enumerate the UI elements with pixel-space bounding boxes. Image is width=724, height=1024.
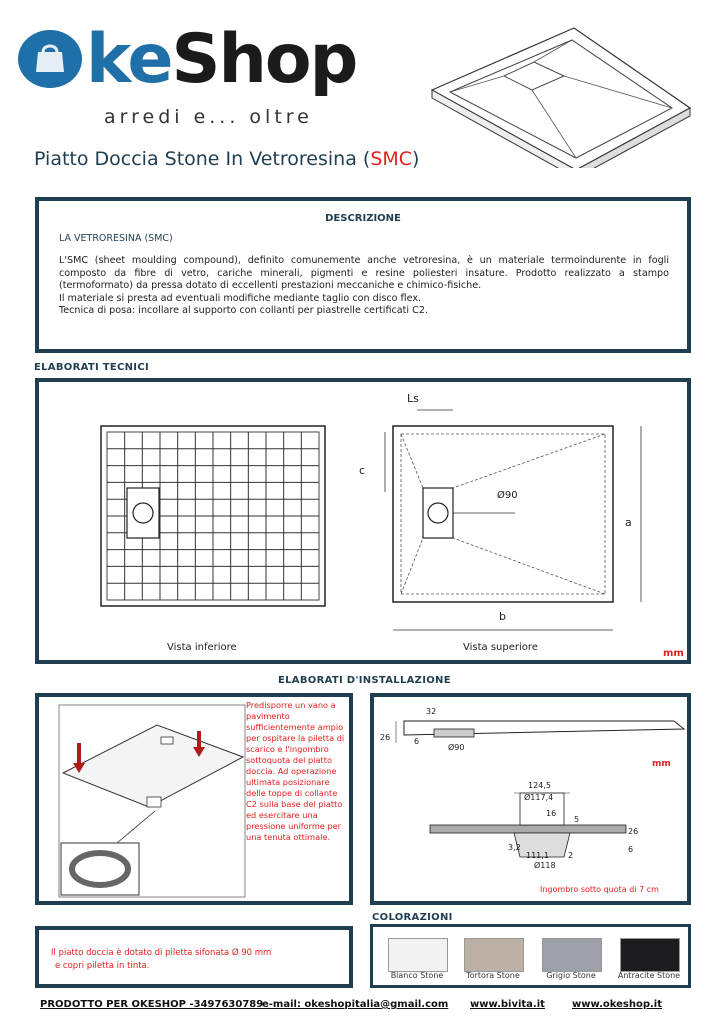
logo-tagline: arredi e... oltre xyxy=(104,106,313,128)
footer-email[interactable]: e-mail: okeshopitalia@gmail.com xyxy=(262,999,449,1010)
piletta-note-box xyxy=(35,926,353,988)
description-body: L'SMC (sheet moulding compound), definito comunemente anche vetroresina, è un materiale termoindurente in fogli composto da fibre di vetro, cariche minerali, pigmenti e resine poliesteri insature. Prodotto realizzato a stampo (termoformato) da pressa dotato di eccellenti prestazioni meccaniche e chimico-fisiche. Il materiale si presta ad eventuali modifiche mediante taglio con disco flex. Tecnica di posa: incollare al supporto con collanti per piastrelle certificati C2. xyxy=(59,255,669,317)
logo-bag-icon xyxy=(18,30,82,88)
installation-heading: ELABORATI D'INSTALLAZIONE xyxy=(278,675,451,686)
label-antracite: Antracite Stone xyxy=(617,971,681,980)
label-ls: Ls xyxy=(407,392,419,405)
label-bianco: Bianco Stone xyxy=(390,971,444,980)
logo-wordmark xyxy=(86,20,356,100)
diameter-label: Ø90 xyxy=(497,490,518,501)
ingombro-note: Ingombro sotto quota di 7 cm xyxy=(540,885,659,894)
swatch-tortora xyxy=(464,938,524,972)
installation-instructions: Predisporre un vano a pavimento sufficientemente ampio per ospitare la piletta di scarico e l'ingombro sottoquota del piatto doccia. Ad operazione ultimata posizionare delle toppe di collante C2 sulla base del piatto ed esercitare una pressione uniforme per una tenuta ottimale. xyxy=(246,700,345,842)
label-tortora: Tortora Stone xyxy=(466,971,520,980)
swatch-bianco xyxy=(388,938,448,972)
product-illustration xyxy=(424,18,694,168)
description-heading: DESCRIZIONE xyxy=(325,213,401,224)
footer-link-bivita[interactable]: www.bivita.it xyxy=(470,999,545,1010)
label-b: b xyxy=(499,610,506,623)
logo-ke: ke xyxy=(86,20,172,99)
description-box xyxy=(35,197,691,353)
swatch-antracite xyxy=(620,938,680,972)
footer-product: PRODOTTO PER OKESHOP -3497630789 xyxy=(40,999,264,1010)
caption-top-view: Vista superiore xyxy=(463,642,538,653)
installation-illustration xyxy=(57,703,247,899)
logo-shop: Shop xyxy=(171,20,357,99)
section-drawing-box: 32 26 6 Ø90 mm 124,5 Ø117,4 16 5 26 6 3,2 111,1 2 Ø118 Ingombro sotto quota di 7 cm xyxy=(370,693,691,905)
unit-mm: mm xyxy=(663,648,684,659)
swatch-grigio xyxy=(542,938,602,972)
label-c: c xyxy=(359,464,366,477)
piletta-note-line1: Il piatto doccia è dotato di piletta sifonata Ø 90 mm xyxy=(51,948,272,958)
description-subheading: LA VETRORESINA (SMC) xyxy=(59,233,173,244)
bottom-view-drawing xyxy=(99,424,329,610)
footer-link-okeshop[interactable]: www.okeshop.it xyxy=(572,999,663,1010)
caption-bottom-view: Vista inferiore xyxy=(167,642,237,653)
label-grigio: Grigio Stone xyxy=(546,971,596,980)
label-a: a xyxy=(625,516,632,529)
technical-heading: ELABORATI TECNICI xyxy=(34,362,149,373)
top-view-drawing xyxy=(379,402,649,632)
page-title: Piatto Doccia Stone In Vetroresina (SMC) xyxy=(34,148,420,170)
colors-heading: COLORAZIONI xyxy=(372,912,453,923)
piletta-note-line2: e copri piletta in tinta. xyxy=(55,961,150,971)
technical-box xyxy=(35,378,691,664)
